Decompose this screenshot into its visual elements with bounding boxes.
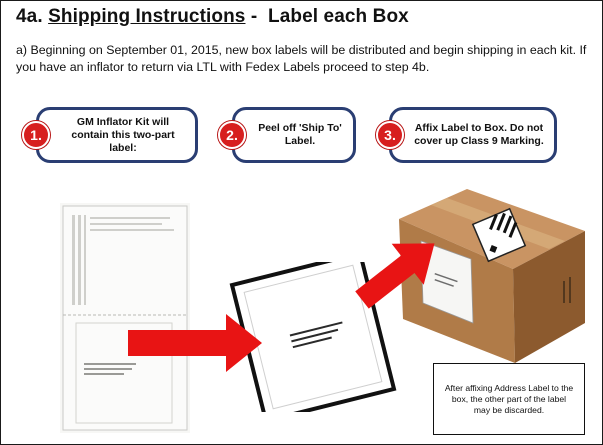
heading-suffix: - Label each Box bbox=[245, 6, 409, 27]
arrow-2-icon bbox=[346, 223, 451, 321]
step-1-badge: 1. bbox=[22, 121, 50, 149]
arrow-1-icon bbox=[128, 314, 262, 372]
discard-note-text: After affixing Address Label to the box, the other part of the label may be discarded. bbox=[444, 382, 574, 415]
step-1-text: GM Inflator Kit will contain this two-part label: bbox=[71, 115, 175, 154]
heading-underlined: Shipping Instructions bbox=[48, 6, 246, 27]
intro-paragraph: a) Beginning on September 01, 2015, new box labels will be distributed and begin shipping in each kit. If you have an inflator to return via LTL with Fedex Labels proceed to step 4b. bbox=[16, 43, 587, 74]
step-2-badge: 2. bbox=[218, 121, 246, 149]
heading-prefix: 4a. bbox=[16, 6, 43, 27]
step-2-text: Peel off 'Ship To' Label. bbox=[258, 122, 342, 147]
step-3-badge: 3. bbox=[376, 121, 404, 149]
step-3-text: Affix Label to Box. Do not cover up Class 9 Marking. bbox=[414, 122, 544, 147]
discard-note bbox=[433, 363, 585, 435]
